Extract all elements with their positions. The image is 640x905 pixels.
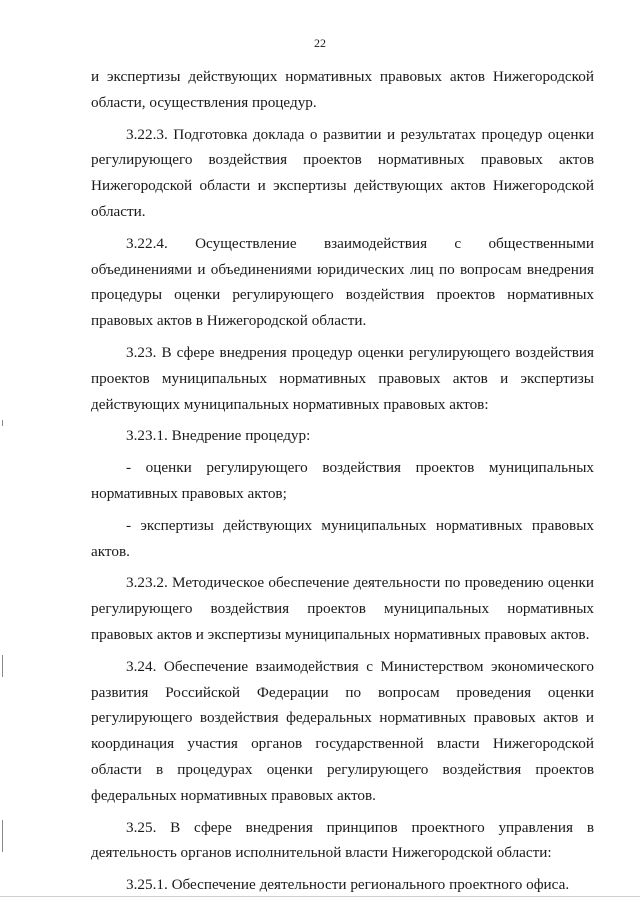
scan-artifact-mark bbox=[2, 655, 3, 677]
paragraph-3-22-3: 3.22.3. Подготовка доклада о развитии и результатах процедур оценки регулирующего воздействия проектов нормативных правовых актов Нижегородской области и экспертизы действующих актов Нижегородской области. bbox=[91, 125, 594, 220]
paragraph-continuation: и экспертизы действующих нормативных правовых актов Нижегородской области, осуществления процедур. bbox=[91, 68, 594, 111]
paragraph-3-23-2: 3.23.2. Методическое обеспечение деятельности по проведению оценки регулирующего воздействия проектов муниципальных нормативных правовых актов и экспертизы муниципальных нормативных правовых актов. bbox=[91, 574, 594, 643]
paragraph-3-24: 3.24. Обеспечение взаимодействия с Министерством экономического развития Российской Федерации по вопросам проведения оценки регулирующего воздействия федеральных нормативных правовых актов и координация участия органов государственной власти Нижегородской области в процедурах оценки регулирующего воздействия проектов федеральных нормативных правовых актов. bbox=[91, 657, 594, 804]
scan-artifact-mark bbox=[2, 820, 3, 852]
paragraph-3-25-1: 3.25.1. Обеспечение деятельности регионального проектного офиса. bbox=[126, 876, 570, 894]
list-item-assessment: - оценки регулирующего воздействия проектов муниципальных нормативных правовых актов; bbox=[91, 459, 594, 502]
paragraph-3-25: 3.25. В сфере внедрения принципов проектного управления в деятельность органов исполнительной власти Нижегородской области: bbox=[91, 818, 594, 862]
scan-artifact-mark bbox=[2, 420, 3, 426]
paragraph-3-22-4: 3.22.4. Осуществление взаимодействия с общественными объединениями и объединениями юридических лиц по вопросам внедрения процедуры оценки регулирующего воздействия проектов нормативных правовых актов в Нижегородской области. bbox=[91, 234, 594, 330]
paragraph-3-23-1: 3.23.1. Внедрение процедур: bbox=[126, 427, 311, 445]
page-number: 22 bbox=[314, 36, 326, 50]
scan-bottom-edge bbox=[0, 896, 640, 897]
paragraph-3-23: 3.23. В сфере внедрения процедур оценки регулирующего воздействия проектов муниципальных нормативных правовых актов и экспертизы действующих муниципальных нормативных правовых актов: bbox=[91, 343, 594, 413]
list-item-expertise: - экспертизы действующих муниципальных нормативных правовых актов. bbox=[91, 516, 594, 560]
document-body bbox=[91, 64, 594, 904]
